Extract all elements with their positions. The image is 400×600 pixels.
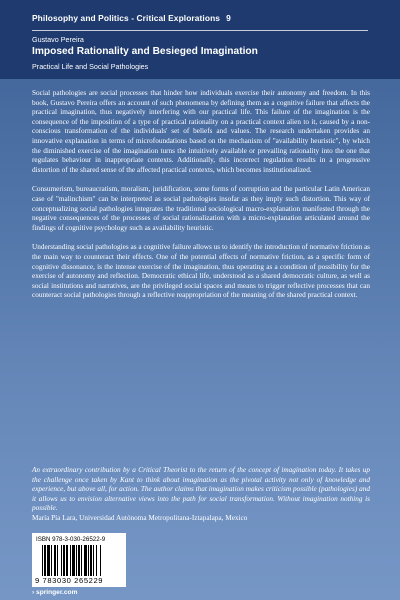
header-divider	[32, 30, 368, 31]
series-line	[32, 13, 231, 23]
endorsement-text: An extraordinary contribution by a Critical Theorist to the return of the concept of imagination today. It takes up the challenge once taken by Kant to think about imagination as the pivotal activity not only of knowledge and experience, but above all, for action. The author claims that imagination makes criticism possible (pathologies) and it allows us to envision alternative views into the path for social transformation. Without imagination nothing is possible.	[32, 466, 370, 513]
isbn-barcode	[32, 533, 126, 587]
series-title: Philosophy and Politics - Critical Explorations	[32, 13, 221, 23]
blurb-paragraph: Consumerism, bureaucratism, moralism, juridification, some forms of corruption and the particular Latin American case of "malinchism" can be interpreted as social pathologies insofar as they imply such distortion. This way of conceptualizing social pathologies integrates the traditional sociological macro-explanation manifested through the negative consequences of the processes of social rationalization with a micro-explanation articulated around the findings of cognitive psychology such as availability heuristic.	[32, 185, 370, 232]
barcode-number: 9 783030 265229	[35, 576, 104, 585]
book-subtitle: Practical Life and Social Pathologies	[32, 62, 149, 71]
author-name: Gustavo Pereira	[32, 35, 84, 44]
barcode-icon	[42, 545, 122, 576]
blurb-paragraph: Social pathologies are social processes that hinder how individuals exercise their autonomy and freedom. In this book, Gustavo Pereira offers an account of such phenomena by defining them as a cognitive failure that affects the practical imagination, thus negatively interfering with our practical life. This failure of the imagination is the consequence of the imposition of a type of practical rationality on a practical context alien to it, caused by a non-conscious transformation of the individuals' set of beliefs and values. The research undertaken provides an innovative explanation in terms of microfoundations based on the mechanism of "availability heuristic", by which the diminished exercise of the imagination turns the intuitively available or prevailing rationality into the one that regulates behaviour in inappropriate contexts. Additionally, this incorrect regulation results in a progressive distortion of the shared sense of the affected practical contexts, which becomes institutionalized.	[32, 89, 370, 174]
publisher-link[interactable]	[32, 589, 77, 596]
publisher-url: springer.com	[36, 589, 78, 596]
isbn-label: ISBN 978-3-030-26522-9	[36, 536, 106, 543]
chevron-right-icon: ›	[32, 589, 37, 596]
blurb-paragraph: Understanding social pathologies as a cognitive failure allows us to identify the introduction of normative friction as the main way to counteract their effects. One of the potential effects of normative friction, as a specific form of cognitive dissonance, is the intense exercise of the imagination, thus operating as a condition of possibility for the exercise of autonomy and reflection. Democratic ethical life, understood as a shared democratic culture, as well as social institutions and narratives, are the privileged social spaces and means to trigger reflective processes that can counteract social pathologies through a reflective reappropriation of the meaning of the shared practical context.	[32, 243, 370, 300]
endorsement-quote	[32, 466, 370, 514]
book-title: Imposed Rationality and Besieged Imagination	[32, 46, 258, 57]
series-number: 9	[226, 13, 231, 23]
endorser-attribution: María Pía Lara, Universidad Autónoma Metropolitana-Iztapalapa, Mexico	[32, 514, 248, 522]
blurb	[32, 89, 370, 311]
